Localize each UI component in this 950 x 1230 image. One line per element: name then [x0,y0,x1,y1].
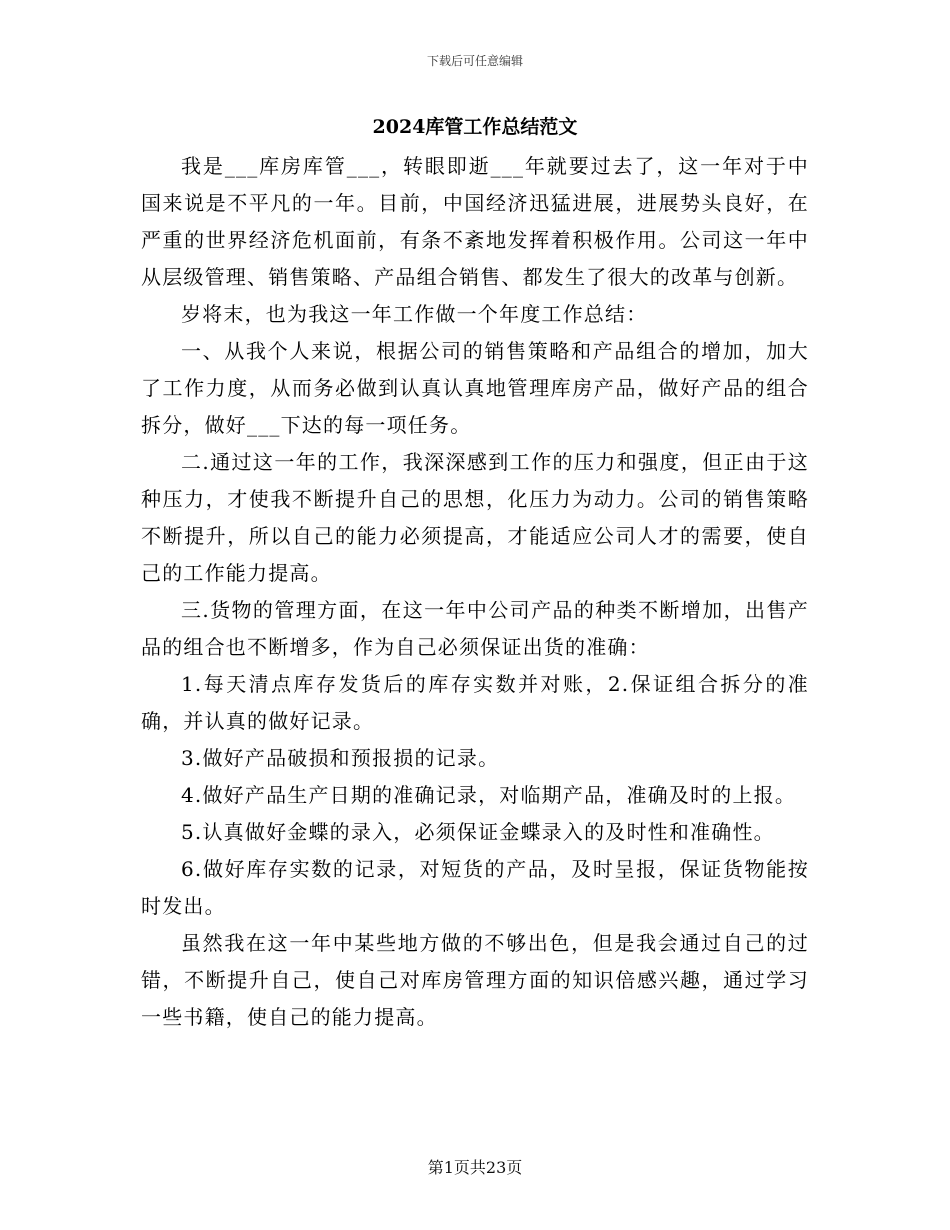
document-title: 2024库管工作总结范文 [372,116,578,138]
page-number: 第1页共23页 [427,1158,523,1177]
paragraph-section-three: 三.货物的管理方面，在这一年中公司产品的种类不断增加，出售产品的组合也不断增多，作为自己必须保证出货的准确： [141,598,809,659]
list-item-1: 1.每天清点库存发货后的库存实数并对账，2.保证组合拆分的准确，并认真的做好记录。 [141,672,809,733]
list-item-5: 5.认真做好金蝶的录入，必须保证金蝶录入的及时性和准确性。 [181,820,775,844]
paragraph-section-two: 二.通过这一年的工作，我深深感到工作的压力和强度，但正由于这种压力，才使我不断提升自己的思想，化压力为动力。公司的销售策略不断提升，所以自己的能力必须提高，才能适应公司人才的需要，使自己的工作能力提高。 [141,450,809,585]
paragraph-section-one: 一、从我个人来说，根据公司的销售策略和产品组合的增加，加大了工作力度，从而务必做到认真认真地管理库房产品，做好产品的组合拆分，做好___下达的每一项任务。 [141,339,809,437]
list-item-6: 6.做好库存实数的记录，对短货的产品，及时呈报，保证货物能按时发出。 [141,857,809,918]
header-note: 下载后可任意编辑 [426,54,523,68]
list-item-3: 3.做好产品破损和预报损的记录。 [181,746,500,770]
paragraph-closing: 虽然我在这一年中某些地方做的不够出色，但是我会通过自己的过错，不断提升自己，使自己对库房管理方面的知识倍感兴趣，通过学习一些书籍，使自己的能力提高。 [141,931,809,1029]
paragraph-intro: 我是___库房库管___，转眼即逝___年就要过去了，这一年对于中国来说是不平凡的一年。目前，中国经济迅猛进展，进展势头良好，在严重的世界经济危机面前，有条不紊地发挥着积极作用。公司这一年中从层级管理、销售策略、产品组合销售、都发生了很大的改革与创新。 [141,154,809,289]
list-item-4: 4.做好产品生产日期的准确记录，对临期产品，准确及时的上报。 [181,783,797,807]
document-body [141,148,809,1036]
paragraph-summary-lead: 岁将末，也为我这一年工作做一个年度工作总结： [181,302,648,326]
